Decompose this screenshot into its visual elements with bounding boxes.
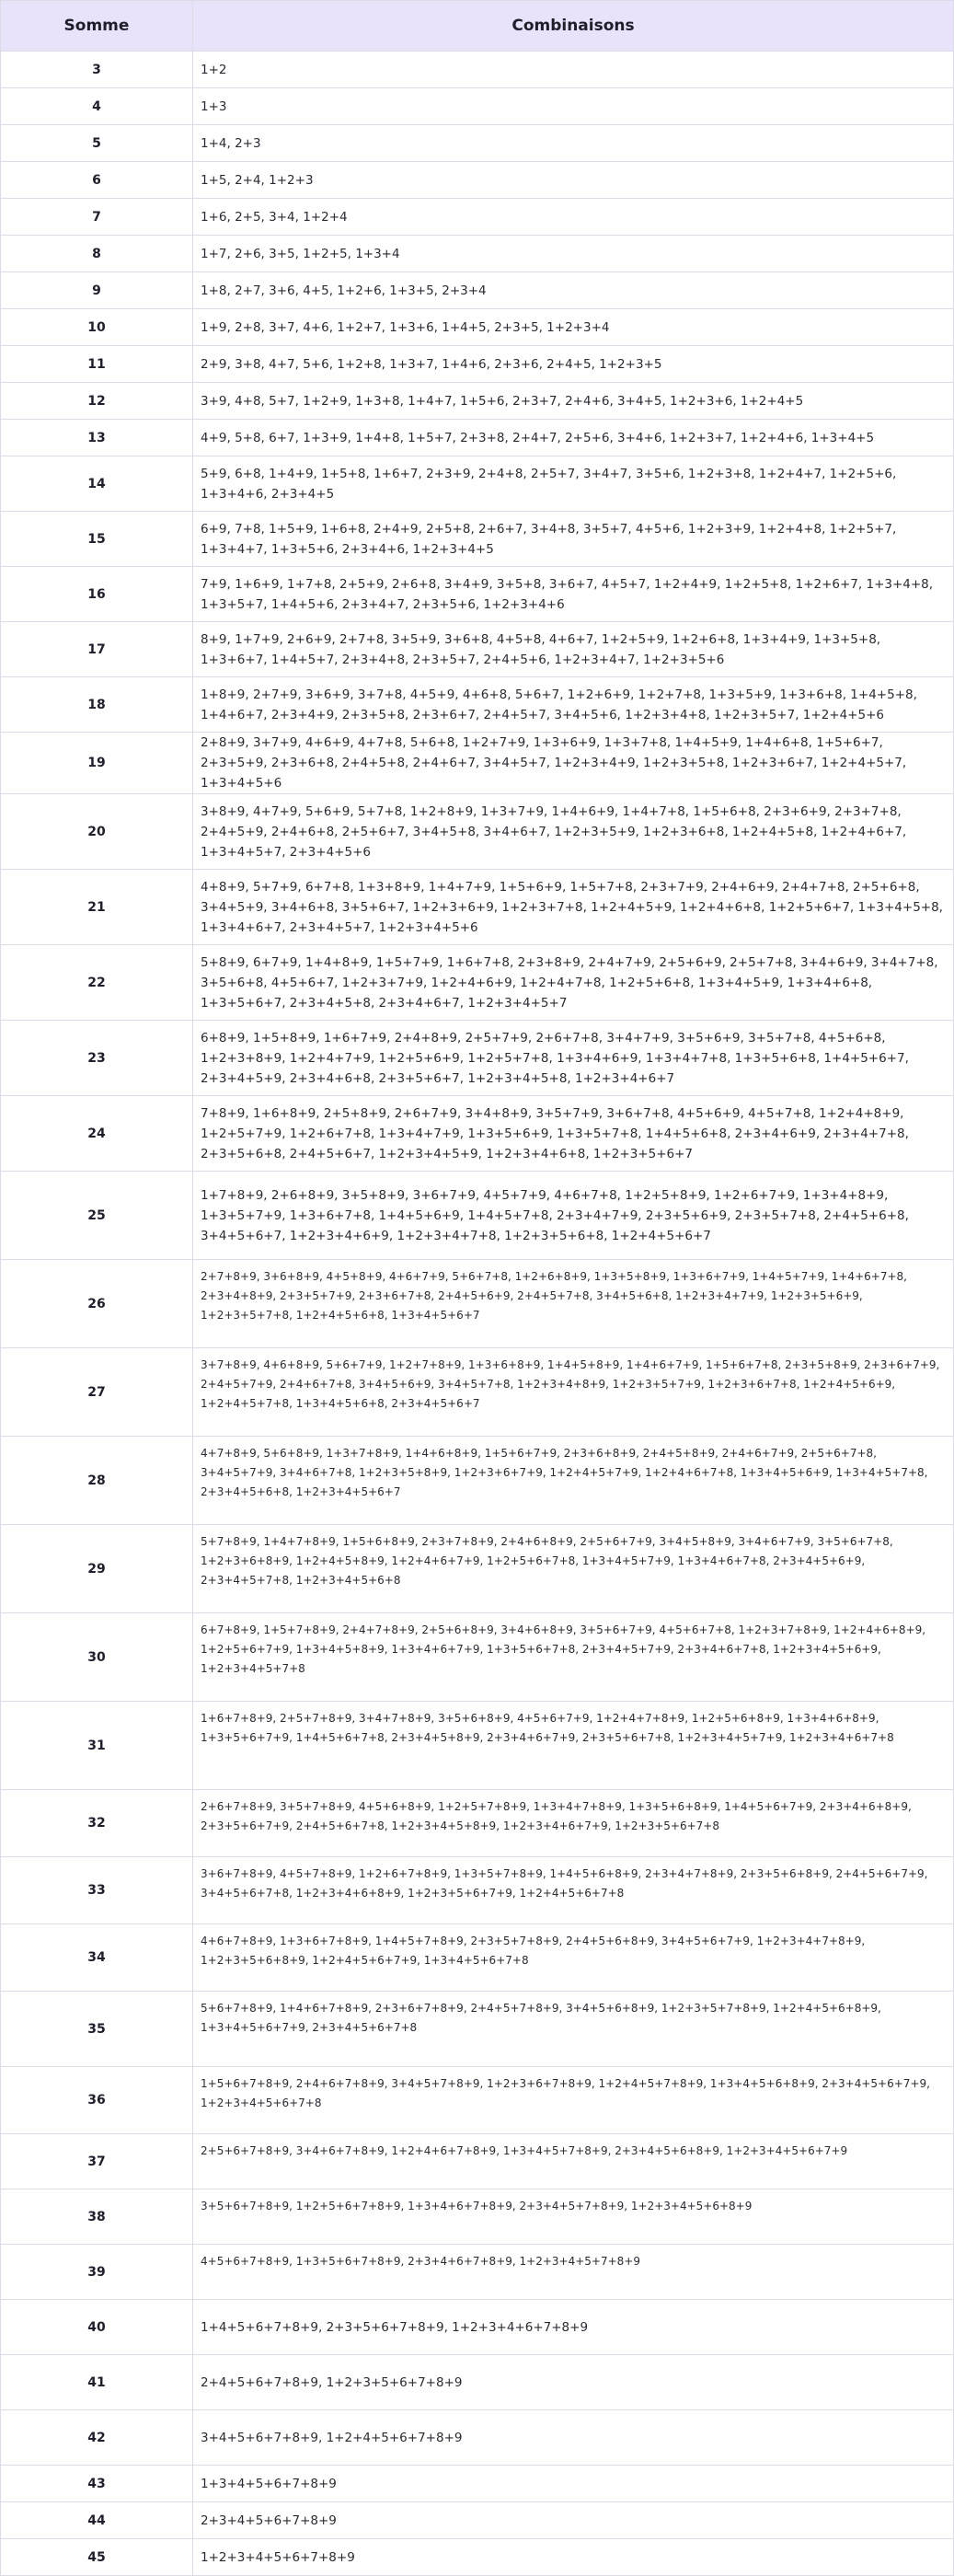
table-row [1, 272, 954, 309]
combinations-cell: 5+8+9, 6+7+9, 1+4+8+9, 1+5+7+9, 1+6+7+8, 2+3+8+9, 2+4+7+9, 2+5+6+9, 2+5+7+8, 3+4+6+9, 3+4+7+8, 3+5+6+8, 4+5+6+7, 1+2+3+7+9, 1+2+4+6+9, 1+2+4+7+8, 1+2+5+6+8, 1+3+4+5+9, 1+3+4+6+8, 1+3+5+6+7, 2+3+4+5+8, 2+3+4+6+7, 1+2+3+4+5+7 [193, 945, 954, 1021]
sum-cell: 13 [1, 420, 193, 456]
sum-cell: 19 [1, 733, 193, 794]
combinations-cell: 4+7+8+9, 5+6+8+9, 1+3+7+8+9, 1+4+6+8+9, 1+5+6+7+9, 2+3+6+8+9, 2+4+5+8+9, 2+4+6+7+9, 2+5+6+7+8, 3+4+5+7+9, 3+4+6+7+8, 1+2+3+5+8+9, 1+2+3+6+7+9, 1+2+4+5+7+9, 1+2+4+6+7+8, 1+3+4+5+6+9, 1+3+4+5+7+8, 2+3+4+5+6+8, 1+2+3+4+5+6+7 [193, 1437, 954, 1525]
combinations-cell: 1+6, 2+5, 3+4, 1+2+4 [193, 199, 954, 236]
combinations-column-header: Combinaisons [193, 1, 954, 52]
table-row [1, 2502, 954, 2539]
combinations-cell: 4+5+6+7+8+9, 1+3+5+6+7+8+9, 2+3+4+6+7+8+9, 1+2+3+4+5+7+8+9 [193, 2245, 954, 2300]
sum-cell: 24 [1, 1096, 193, 1172]
sum-cell: 7 [1, 199, 193, 236]
sum-cell: 15 [1, 512, 193, 567]
table-row [1, 2466, 954, 2502]
sum-cell: 4 [1, 88, 193, 125]
sum-cell: 38 [1, 2189, 193, 2245]
sum-cell: 36 [1, 2067, 193, 2134]
table-row [1, 2067, 954, 2134]
combinations-cell: 2+6+7+8+9, 3+5+7+8+9, 4+5+6+8+9, 1+2+5+7+8+9, 1+3+4+7+8+9, 1+3+5+6+8+9, 1+4+5+6+7+9, 2+3+4+6+8+9, 2+3+5+6+7+9, 2+4+5+6+7+8, 1+2+3+4+5+8+9, 1+2+3+4+6+7+9, 1+2+3+5+6+7+8 [193, 1790, 954, 1857]
sum-cell: 30 [1, 1613, 193, 1702]
sum-cell: 6 [1, 162, 193, 199]
table-row [1, 456, 954, 512]
table-header-row [1, 1, 954, 52]
table-row [1, 1924, 954, 1992]
table-row [1, 2539, 954, 2576]
table-row [1, 1525, 954, 1613]
sum-cell: 21 [1, 870, 193, 945]
sum-cell: 29 [1, 1525, 193, 1613]
table-row [1, 346, 954, 383]
combinations-cell: 1+4+5+6+7+8+9, 2+3+5+6+7+8+9, 1+2+3+4+6+7+8+9 [193, 2300, 954, 2355]
combinations-cell: 7+9, 1+6+9, 1+7+8, 2+5+9, 2+6+8, 3+4+9, 3+5+8, 3+6+7, 4+5+7, 1+2+4+9, 1+2+5+8, 1+2+6+7, 1+3+4+8, 1+3+5+7, 1+4+5+6, 2+3+4+7, 2+3+5+6, 1+2+3+4+6 [193, 567, 954, 622]
table-row [1, 2134, 954, 2189]
combinations-cell: 2+5+6+7+8+9, 3+4+6+7+8+9, 1+2+4+6+7+8+9, 1+3+4+5+7+8+9, 2+3+4+5+6+8+9, 1+2+3+4+5+6+7+9 [193, 2134, 954, 2189]
sum-cell: 17 [1, 622, 193, 677]
table-row [1, 794, 954, 870]
sum-cell: 14 [1, 456, 193, 512]
sum-column-header: Somme [1, 1, 193, 52]
combinations-cell: 1+8+9, 2+7+9, 3+6+9, 3+7+8, 4+5+9, 4+6+8, 5+6+7, 1+2+6+9, 1+2+7+8, 1+3+5+9, 1+3+6+8, 1+4+5+8, 1+4+6+7, 2+3+4+9, 2+3+5+8, 2+3+6+7, 2+4+5+7, 3+4+5+6, 1+2+3+4+8, 1+2+3+5+7, 1+2+4+5+6 [193, 677, 954, 733]
table-row [1, 2245, 954, 2300]
sum-cell: 27 [1, 1348, 193, 1437]
combinations-cell: 3+8+9, 4+7+9, 5+6+9, 5+7+8, 1+2+8+9, 1+3+7+9, 1+4+6+9, 1+4+7+8, 1+5+6+8, 2+3+6+9, 2+3+7+8, 2+4+5+9, 2+4+6+8, 2+5+6+7, 3+4+5+8, 3+4+6+7, 1+2+3+5+9, 1+2+3+6+8, 1+2+4+5+8, 1+2+4+6+7, 1+3+4+5+7, 2+3+4+5+6 [193, 794, 954, 870]
sum-cell: 22 [1, 945, 193, 1021]
table-row [1, 1613, 954, 1702]
sum-cell: 34 [1, 1924, 193, 1992]
combinations-cell: 6+9, 7+8, 1+5+9, 1+6+8, 2+4+9, 2+5+8, 2+6+7, 3+4+8, 3+5+7, 4+5+6, 1+2+3+9, 1+2+4+8, 1+2+5+7, 1+3+4+7, 1+3+5+6, 2+3+4+6, 1+2+3+4+5 [193, 512, 954, 567]
sum-cell: 45 [1, 2539, 193, 2576]
sum-cell: 26 [1, 1260, 193, 1348]
combinations-cell: 1+4, 2+3 [193, 125, 954, 162]
combinations-cell: 3+7+8+9, 4+6+8+9, 5+6+7+9, 1+2+7+8+9, 1+3+6+8+9, 1+4+5+8+9, 1+4+6+7+9, 1+5+6+7+8, 2+3+5+8+9, 2+3+6+7+9, 2+4+5+7+9, 2+4+6+7+8, 3+4+5+6+9, 3+4+5+7+8, 1+2+3+4+8+9, 1+2+3+5+7+9, 1+2+3+6+7+8, 1+2+4+5+6+9, 1+2+4+5+7+8, 1+3+4+5+6+8, 2+3+4+5+6+7 [193, 1348, 954, 1437]
table-row [1, 1021, 954, 1096]
combinations-cell: 6+8+9, 1+5+8+9, 1+6+7+9, 2+4+8+9, 2+5+7+9, 2+6+7+8, 3+4+7+9, 3+5+6+9, 3+5+7+8, 4+5+6+8, 1+2+3+8+9, 1+2+4+7+9, 1+2+5+6+9, 1+2+5+7+8, 1+3+4+6+9, 1+3+4+7+8, 1+3+5+6+8, 1+4+5+6+7, 2+3+4+5+9, 2+3+4+6+8, 2+3+5+6+7, 1+2+3+4+5+8, 1+2+3+4+6+7 [193, 1021, 954, 1096]
table-row [1, 1702, 954, 1790]
sum-cell: 3 [1, 52, 193, 88]
table-row [1, 945, 954, 1021]
table-row [1, 125, 954, 162]
table-body [1, 52, 954, 2576]
table-row [1, 420, 954, 456]
combinations-cell: 1+7, 2+6, 3+5, 1+2+5, 1+3+4 [193, 236, 954, 272]
sum-cell: 12 [1, 383, 193, 420]
table-row [1, 236, 954, 272]
combinations-cell: 4+6+7+8+9, 1+3+6+7+8+9, 1+4+5+7+8+9, 2+3+5+7+8+9, 2+4+5+6+8+9, 3+4+5+6+7+9, 1+2+3+4+7+8+9, 1+2+3+5+6+8+9, 1+2+4+5+6+7+9, 1+3+4+5+6+7+8 [193, 1924, 954, 1992]
sum-cell: 33 [1, 1857, 193, 1924]
sum-cell: 11 [1, 346, 193, 383]
sum-cell: 5 [1, 125, 193, 162]
combinations-cell: 1+9, 2+8, 3+7, 4+6, 1+2+7, 1+3+6, 1+4+5, 2+3+5, 1+2+3+4 [193, 309, 954, 346]
sum-cell: 43 [1, 2466, 193, 2502]
combinations-cell: 1+7+8+9, 2+6+8+9, 3+5+8+9, 3+6+7+9, 4+5+7+9, 4+6+7+8, 1+2+5+8+9, 1+2+6+7+9, 1+3+4+8+9, 1+3+5+7+9, 1+3+6+7+8, 1+4+5+6+9, 1+4+5+7+8, 2+3+4+7+9, 2+3+5+6+9, 2+3+5+7+8, 2+4+5+6+8, 3+4+5+6+7, 1+2+3+4+6+9, 1+2+3+4+7+8, 1+2+3+5+6+8, 1+2+4+5+6+7 [193, 1172, 954, 1260]
table-row [1, 870, 954, 945]
combinations-cell: 1+3+4+5+6+7+8+9 [193, 2466, 954, 2502]
sum-cell: 40 [1, 2300, 193, 2355]
table-row [1, 567, 954, 622]
sum-cell: 41 [1, 2355, 193, 2410]
table-row [1, 733, 954, 794]
table-row [1, 309, 954, 346]
table-row [1, 677, 954, 733]
combinations-cell: 2+8+9, 3+7+9, 4+6+9, 4+7+8, 5+6+8, 1+2+7+9, 1+3+6+9, 1+3+7+8, 1+4+5+9, 1+4+6+8, 1+5+6+7, 2+3+5+9, 2+3+6+8, 2+4+5+8, 2+4+6+7, 3+4+5+7, 1+2+3+4+9, 1+2+3+5+8, 1+2+3+6+7, 1+2+4+5+7, 1+3+4+5+6 [193, 733, 954, 794]
table-row [1, 1790, 954, 1857]
table-row [1, 1260, 954, 1348]
combinations-cell: 1+6+7+8+9, 2+5+7+8+9, 3+4+7+8+9, 3+5+6+8+9, 4+5+6+7+9, 1+2+4+7+8+9, 1+2+5+6+8+9, 1+3+4+6+8+9, 1+3+5+6+7+9, 1+4+5+6+7+8, 2+3+4+5+8+9, 2+3+4+6+7+9, 2+3+5+6+7+8, 1+2+3+4+5+7+9, 1+2+3+4+6+7+8 [193, 1702, 954, 1790]
combinations-cell: 5+9, 6+8, 1+4+9, 1+5+8, 1+6+7, 2+3+9, 2+4+8, 2+5+7, 3+4+7, 3+5+6, 1+2+3+8, 1+2+4+7, 1+2+5+6, 1+3+4+6, 2+3+4+5 [193, 456, 954, 512]
table-row [1, 383, 954, 420]
sum-cell: 31 [1, 1702, 193, 1790]
combinations-cell: 1+2+3+4+5+6+7+8+9 [193, 2539, 954, 2576]
table-row [1, 1857, 954, 1924]
sum-cell: 25 [1, 1172, 193, 1260]
table-row [1, 1992, 954, 2067]
sum-cell: 8 [1, 236, 193, 272]
combinations-cell: 7+8+9, 1+6+8+9, 2+5+8+9, 2+6+7+9, 3+4+8+9, 3+5+7+9, 3+6+7+8, 4+5+6+9, 4+5+7+8, 1+2+4+8+9, 1+2+5+7+9, 1+2+6+7+8, 1+3+4+7+9, 1+3+5+6+9, 1+3+5+7+8, 1+4+5+6+8, 2+3+4+6+9, 2+3+4+7+8, 2+3+5+6+8, 2+4+5+6+7, 1+2+3+4+5+9, 1+2+3+4+6+8, 1+2+3+5+6+7 [193, 1096, 954, 1172]
combinations-cell: 3+9, 4+8, 5+7, 1+2+9, 1+3+8, 1+4+7, 1+5+6, 2+3+7, 2+4+6, 3+4+5, 1+2+3+6, 1+2+4+5 [193, 383, 954, 420]
table-row [1, 2410, 954, 2466]
combinations-cell: 2+7+8+9, 3+6+8+9, 4+5+8+9, 4+6+7+9, 5+6+7+8, 1+2+6+8+9, 1+3+5+8+9, 1+3+6+7+9, 1+4+5+7+9, 1+4+6+7+8, 2+3+4+8+9, 2+3+5+7+9, 2+3+6+7+8, 2+4+5+6+9, 2+4+5+7+8, 3+4+5+6+8, 1+2+3+4+7+9, 1+2+3+5+6+9, 1+2+3+5+7+8, 1+2+4+5+6+8, 1+3+4+5+6+7 [193, 1260, 954, 1348]
combinations-cell: 6+7+8+9, 1+5+7+8+9, 2+4+7+8+9, 2+5+6+8+9, 3+4+6+8+9, 3+5+6+7+9, 4+5+6+7+8, 1+2+3+7+8+9, 1+2+4+6+8+9, 1+2+5+6+7+9, 1+3+4+5+8+9, 1+3+4+6+7+9, 1+3+5+6+7+8, 2+3+4+5+7+9, 2+3+4+6+7+8, 1+2+3+4+5+6+9, 1+2+3+4+5+7+8 [193, 1613, 954, 1702]
combinations-cell: 3+6+7+8+9, 4+5+7+8+9, 1+2+6+7+8+9, 1+3+5+7+8+9, 1+4+5+6+8+9, 2+3+4+7+8+9, 2+3+5+6+8+9, 2+4+5+6+7+9, 3+4+5+6+7+8, 1+2+3+4+6+8+9, 1+2+3+5+6+7+9, 1+2+4+5+6+7+8 [193, 1857, 954, 1924]
table-row [1, 1348, 954, 1437]
sum-cell: 39 [1, 2245, 193, 2300]
table-row [1, 1437, 954, 1525]
sum-cell: 37 [1, 2134, 193, 2189]
combinations-cell: 3+4+5+6+7+8+9, 1+2+4+5+6+7+8+9 [193, 2410, 954, 2466]
combinations-cell: 2+3+4+5+6+7+8+9 [193, 2502, 954, 2539]
sum-cell: 23 [1, 1021, 193, 1096]
table-row [1, 2300, 954, 2355]
sum-cell: 28 [1, 1437, 193, 1525]
table-row [1, 622, 954, 677]
sum-cell: 18 [1, 677, 193, 733]
sum-cell: 20 [1, 794, 193, 870]
sum-cell: 44 [1, 2502, 193, 2539]
combinations-cell: 1+5+6+7+8+9, 2+4+6+7+8+9, 3+4+5+7+8+9, 1+2+3+6+7+8+9, 1+2+4+5+7+8+9, 1+3+4+5+6+8+9, 2+3+4+5+6+7+9, 1+2+3+4+5+6+7+8 [193, 2067, 954, 2134]
combinations-cell: 5+7+8+9, 1+4+7+8+9, 1+5+6+8+9, 2+3+7+8+9, 2+4+6+8+9, 2+5+6+7+9, 3+4+5+8+9, 3+4+6+7+9, 3+5+6+7+8, 1+2+3+6+8+9, 1+2+4+5+8+9, 1+2+4+6+7+9, 1+2+5+6+7+8, 1+3+4+5+7+9, 1+3+4+6+7+8, 2+3+4+5+6+9, 2+3+4+5+7+8, 1+2+3+4+5+6+8 [193, 1525, 954, 1613]
combinations-cell: 3+5+6+7+8+9, 1+2+5+6+7+8+9, 1+3+4+6+7+8+9, 2+3+4+5+7+8+9, 1+2+3+4+5+6+8+9 [193, 2189, 954, 2245]
table-row [1, 162, 954, 199]
table-row [1, 2189, 954, 2245]
table-row [1, 1096, 954, 1172]
table-row [1, 88, 954, 125]
combinations-cell: 2+9, 3+8, 4+7, 5+6, 1+2+8, 1+3+7, 1+4+6, 2+3+6, 2+4+5, 1+2+3+5 [193, 346, 954, 383]
combinations-cell: 5+6+7+8+9, 1+4+6+7+8+9, 2+3+6+7+8+9, 2+4+5+7+8+9, 3+4+5+6+8+9, 1+2+3+5+7+8+9, 1+2+4+5+6+8+9, 1+3+4+5+6+7+9, 2+3+4+5+6+7+8 [193, 1992, 954, 2067]
sum-cell: 42 [1, 2410, 193, 2466]
combinations-cell: 4+9, 5+8, 6+7, 1+3+9, 1+4+8, 1+5+7, 2+3+8, 2+4+7, 2+5+6, 3+4+6, 1+2+3+7, 1+2+4+6, 1+3+4+5 [193, 420, 954, 456]
combinations-cell: 1+8, 2+7, 3+6, 4+5, 1+2+6, 1+3+5, 2+3+4 [193, 272, 954, 309]
table-row [1, 1172, 954, 1260]
sum-cell: 16 [1, 567, 193, 622]
combinations-cell: 2+4+5+6+7+8+9, 1+2+3+5+6+7+8+9 [193, 2355, 954, 2410]
combinations-cell: 4+8+9, 5+7+9, 6+7+8, 1+3+8+9, 1+4+7+9, 1+5+6+9, 1+5+7+8, 2+3+7+9, 2+4+6+9, 2+4+7+8, 2+5+6+8, 3+4+5+9, 3+4+6+8, 3+5+6+7, 1+2+3+6+9, 1+2+3+7+8, 1+2+4+5+9, 1+2+4+6+8, 1+2+5+6+7, 1+3+4+5+8, 1+3+4+6+7, 2+3+4+5+7, 1+2+3+4+5+6 [193, 870, 954, 945]
sum-cell: 32 [1, 1790, 193, 1857]
sum-cell: 9 [1, 272, 193, 309]
sum-cell: 10 [1, 309, 193, 346]
combinations-cell: 1+5, 2+4, 1+2+3 [193, 162, 954, 199]
combinations-cell: 8+9, 1+7+9, 2+6+9, 2+7+8, 3+5+9, 3+6+8, 4+5+8, 4+6+7, 1+2+5+9, 1+2+6+8, 1+3+4+9, 1+3+5+8, 1+3+6+7, 1+4+5+7, 2+3+4+8, 2+3+5+7, 2+4+5+6, 1+2+3+4+7, 1+2+3+5+6 [193, 622, 954, 677]
combinations-cell: 1+3 [193, 88, 954, 125]
sum-cell: 35 [1, 1992, 193, 2067]
table-row [1, 199, 954, 236]
table-row [1, 52, 954, 88]
table-row [1, 2355, 954, 2410]
combinations-cell: 1+2 [193, 52, 954, 88]
table-row [1, 512, 954, 567]
